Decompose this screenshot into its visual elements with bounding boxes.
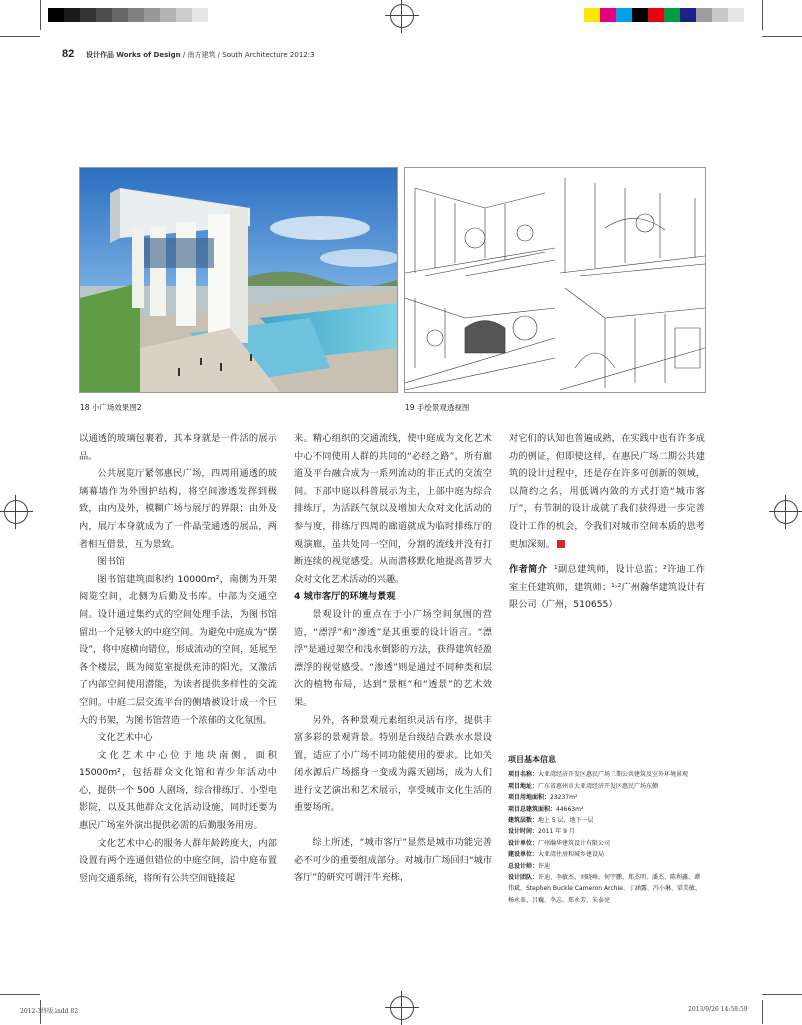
section-heading: 4 城市客厅的环境与景观 (294, 591, 396, 603)
registration-mark-right (774, 500, 798, 524)
color-swatch (632, 8, 648, 22)
registration-mark-left (4, 500, 28, 524)
project-info-key: 项目地址： (508, 782, 539, 790)
project-info-box (508, 754, 706, 906)
color-swatch (728, 8, 744, 22)
crop-mark (0, 36, 40, 37)
color-swatch (696, 8, 712, 22)
color-swatch (128, 8, 144, 22)
project-info-value: 许迪、李敏杰、刘晓峰、何宇鹏、郑杰明、潘杰、陈利鑫、谭伟斌、Stephen Buckle Cameron Archie、丁涵露、冯小琳、梁美敏、杨永革、吕巍、李志、郑永芳、朱泰亮 (508, 874, 701, 904)
color-swatch (616, 8, 632, 22)
color-swatch (664, 8, 680, 22)
color-swatch (96, 8, 112, 22)
project-info-row (508, 804, 706, 815)
paragraph: 公共展览厅紧邻惠民广场，四周用通透的玻璃幕墙作为外围护结构，将空间渗透发挥到极致，由内及外，模糊广场与展厅的界限；由外及内，展厅本身就成为了一件晶莹通透的展品，两者相互借景，互为景致。 (79, 468, 277, 550)
project-info-value: 许迪 (538, 862, 551, 870)
project-info-row (508, 769, 706, 780)
color-swatch (80, 8, 96, 22)
paragraph-text: 对它们的认知也普遍成熟，在实践中也有许多成功的例证，但即使这样，在惠民广场二期公共建筑的设计过程中，还是存在许多可创新的领域，以简约之名，用低调内敛的方式打造“城市客厅”，有节制的设计成就了我们获得进一步完善设计工作的机会，令我们对城市空间本质的思考更加深刻。 (509, 433, 705, 550)
project-info-row (508, 815, 706, 826)
figure-19-caption: 19 手绘景观透视图 (405, 403, 470, 412)
journal-name: / 南方建筑 / South Architecture 2012:3 (180, 51, 315, 59)
project-info-value: 大亚湾经济开发区惠民广场二期公共建筑及室外环境景观 (538, 771, 689, 779)
project-info-key: 设计团队： (508, 874, 539, 882)
project-info-row (508, 849, 706, 860)
project-info-value: 大亚湾住房和城乡建设局 (538, 851, 605, 859)
project-info-key: 建筑层数： (508, 817, 539, 825)
color-swatch (584, 8, 600, 22)
project-info-row (508, 792, 706, 803)
project-info-value: 44663m² (556, 805, 584, 813)
project-info-value: 广州瀚华建筑设计有限公司 (538, 839, 611, 847)
plaza-rendering-image (80, 168, 397, 392)
project-info-value: 23237m² (550, 794, 578, 802)
subsection-title: 图书馆 (97, 556, 125, 568)
color-swatch (64, 8, 80, 22)
figure-19-sketches (404, 167, 706, 393)
paragraph: 图书馆建筑面积约 10000m²，南侧为开架阅览空间，北侧为后勤及书库。中部为交通空间。设计通过集约式的空间处理手法，为图书馆留出一个足够大的中庭空间。为避免中庭成为“摆设”，将中庭横向错位，形成流动的空间，延展至各个楼层，既为阅览室提供充沛的阳光，又激活了内部空间使用潜能，为读者提供多样性的交流空间。中庭二层交流平台的侧墙被设计成一个巨大的书架，为图书馆营造一个浓郁的文化氛围。 (79, 573, 277, 726)
color-swatch (600, 8, 616, 22)
left-color-bar (48, 8, 208, 22)
hand-sketch-image (405, 168, 705, 392)
color-swatch (112, 8, 128, 22)
color-swatch (176, 8, 192, 22)
project-info-key: 设计单位： (508, 839, 539, 847)
author-bio (509, 561, 705, 614)
project-info-row (508, 826, 706, 837)
text-column-2 (294, 430, 492, 887)
paragraph: 以通透的玻璃包裹着，其本身就是一件活的展示品。 (79, 433, 277, 462)
text-column-3 (509, 430, 705, 614)
project-info-row (508, 781, 706, 792)
paragraph (509, 430, 705, 553)
paragraph: 来。精心组织的交通流线，使中庭成为文化艺术中心不同使用人群的共同的“必经之路”，所有廊道及平台融合成为一系列流动的非正式的交流空间。下部中庭以科普展示为主，上部中庭为综合排练厅，为活跃气氛以及增加大众对文化活动的参与度，排练厅四周的廊道就成为临时排练厅的观演廊，虽共处同一空间，分割的流线并没有打断连续的视觉感受。从而潜移默化地提高普罗大众对文化艺术活动的兴趣。 (294, 433, 492, 585)
project-info-row (508, 872, 706, 906)
footer-timestamp: 2013/9/26 14:58:59 (688, 1006, 748, 1013)
project-info-key: 建设单位： (508, 851, 539, 859)
registration-mark-bottom (390, 996, 414, 1020)
page-number: 82 (62, 48, 75, 60)
paragraph-gap (294, 817, 492, 834)
crop-mark (762, 994, 802, 995)
crop-mark (762, 1000, 763, 1024)
footer-file-name: 2012-3终版.indd 82 (20, 1008, 79, 1015)
paragraph: 另外，各种景观元素组织灵活有序，提供丰富多彩的景观背景。特别是台级结合跌水水景设置，适应了小广场不同功能使用的要求。比如关闭水源后广场摇身一变成为露天剧场，成为人们进行文艺演出和艺术展示，享受城市文化生活的重要场所。 (294, 714, 492, 814)
color-swatch (712, 8, 728, 22)
project-info-key: 设计时间： (508, 828, 539, 836)
crop-mark (0, 994, 40, 995)
author-text: ¹副总建筑师，设计总监；²许迪工作室主任建筑师，建筑师；¹˒²广州瀚华建筑设计有限公司（广州，510655） (509, 564, 706, 611)
project-info-row (508, 838, 706, 849)
color-swatch (680, 8, 696, 22)
project-info-row (508, 861, 706, 872)
color-swatch (48, 8, 64, 22)
project-info-key: 项目总建筑面积： (508, 805, 557, 813)
crop-mark (40, 0, 41, 30)
color-swatch (192, 8, 208, 22)
paragraph: 文化艺术中心的服务人群年龄跨度大，内部设置有两个连通但错位的中庭空间，沿中庭布置竖向交通系统，将所有公共空间链接起 (79, 837, 277, 884)
author-label: 作者简介 (509, 564, 548, 576)
text-column-1 (79, 430, 277, 887)
article-end-mark (557, 540, 565, 548)
paragraph: 文化艺术中心位于地块南侧，面积15000m²，包括群众文化馆和青少年活动中心，提供一个 500 人剧场，综合排练厅、小型电影院，以及其他群众文化活动设施，同时还要为惠民广场室外演出提供必需的后勤服务用房。 (79, 749, 277, 832)
project-info-value: 广东省惠州市大亚湾经济开发区惠民广场东侧 (538, 782, 659, 790)
figure-18-rendering (79, 167, 398, 393)
project-info-key: 总设计师： (508, 862, 539, 870)
paragraph: 综上所述，“城市客厅”显然是城市功能完善必不可少的重要组成部分。对城市广场回归“城市客厅”的研究可谓汗牛充栋， (294, 837, 492, 884)
registration-mark-top (390, 4, 414, 28)
right-color-bar (584, 8, 744, 22)
crop-mark (762, 36, 802, 37)
project-info-key: 项目用地面积： (508, 794, 551, 802)
project-info-key: 项目名称： (508, 771, 539, 779)
project-info-value: 地上 5 层，地下一层 (538, 817, 594, 825)
paragraph: 景观设计的重点在于小广场空间氛围的营造，“漂浮”和“渗透”是其重要的设计语言。“漂浮”是通过架空和浅水倒影的方法，获得建筑轻盈漂浮的视觉感受。“渗透”则是通过不同种类和层次的植物布局，达到“景框”和“透景”的艺术效果。 (294, 608, 492, 708)
color-swatch (160, 8, 176, 22)
color-swatch (648, 8, 664, 22)
figure-18-caption: 18 小广场效果图2 (80, 403, 142, 412)
project-info-title: 项目基本信息 (508, 755, 556, 764)
crop-mark (762, 0, 763, 30)
project-info-value: 2011 年 9 月 (538, 828, 575, 836)
running-header (86, 50, 315, 60)
section-en: Works of Design (116, 51, 181, 59)
subsection-title: 文化艺术中心 (97, 732, 153, 744)
color-swatch (144, 8, 160, 22)
section-cn: 设计作品 (86, 51, 114, 59)
